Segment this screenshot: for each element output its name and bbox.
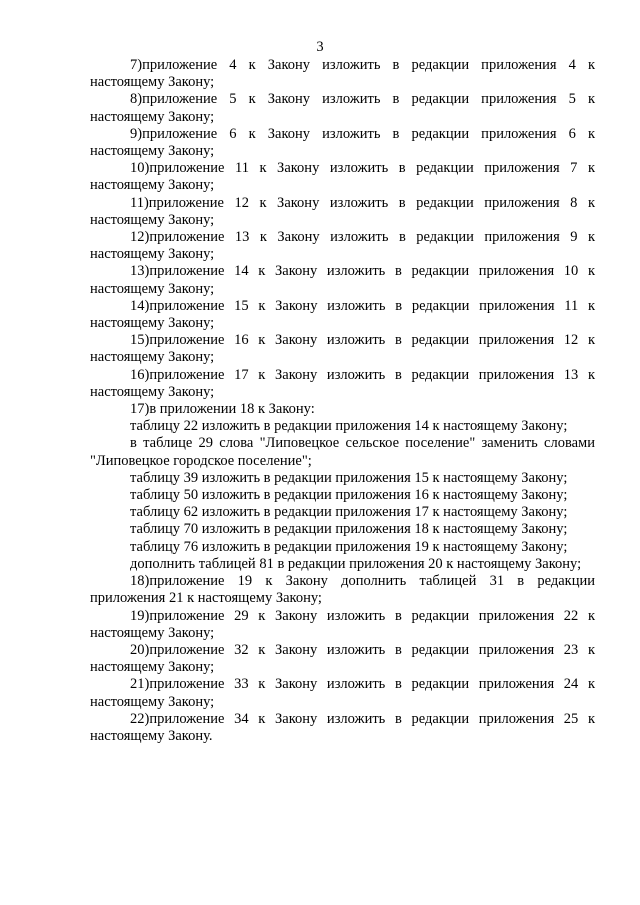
paragraph: 14)приложение 15 к Закону изложить в редакции приложения 11 к настоящему Закону; xyxy=(90,297,595,332)
paragraph: в таблице 29 слова "Липовецкое сельское поселение" заменить словами "Липовецкое городское поселение"; xyxy=(90,435,595,469)
paragraph: 9)приложение 6 к Закону изложить в редакции приложения 6 к настоящему Закону; xyxy=(90,125,595,160)
paragraph: 15)приложение 16 к Закону изложить в редакции приложения 12 к настоящему Закону; xyxy=(90,332,595,366)
paragraph: 7)приложение 4 к Закону изложить в редакции приложения 4 к настоящему Закону; xyxy=(90,57,595,91)
paragraph: 21)приложение 33 к Закону изложить в редакции приложения 24 к настоящему Закону; xyxy=(90,676,595,710)
paragraph: таблицу 50 изложить в редакции приложения 16 к настоящему Закону; xyxy=(130,487,568,504)
paragraph: таблицу 70 изложить в редакции приложения 18 к настоящему Закону; xyxy=(130,521,568,538)
paragraph: таблицу 39 изложить в редакции приложения 15 к настоящему Закону; xyxy=(130,469,568,486)
page-number: 3 xyxy=(316,39,324,55)
paragraph: 12)приложение 13 к Закону изложить в редакции приложения 9 к настоящему Закону; xyxy=(90,229,595,263)
paragraph: 22)приложение 34 к Закону изложить в редакции приложения 25 к настоящему Закону. xyxy=(90,710,595,744)
document-body xyxy=(90,57,595,745)
paragraph: 20)приложение 32 к Закону изложить в редакции приложения 23 к настоящему Закону; xyxy=(90,641,595,676)
paragraph: 10)приложение 11 к Закону изложить в редакции приложения 7 к настоящему Закону; xyxy=(90,160,595,194)
paragraph: 19)приложение 29 к Закону изложить в редакции приложения 22 к настоящему Закону; xyxy=(90,607,595,641)
paragraph: таблицу 22 изложить в редакции приложения 14 к настоящему Закону; xyxy=(130,418,568,435)
paragraph: дополнить таблицей 81 в редакции приложения 20 к настоящему Закону; xyxy=(130,555,582,572)
paragraph: 17)в приложении 18 к Закону: xyxy=(130,401,315,418)
paragraph: таблицу 62 изложить в редакции приложения 17 к настоящему Закону; xyxy=(130,504,568,521)
paragraph: 18)приложение 19 к Закону дополнить таблицей 31 в редакции приложения 21 к настоящему Закону; xyxy=(90,573,595,607)
paragraph: 11)приложение 12 к Закону изложить в редакции приложения 8 к настоящему Закону; xyxy=(90,194,595,228)
paragraph: 8)приложение 5 к Закону изложить в редакции приложения 5 к настоящему Закону; xyxy=(90,91,595,125)
paragraph: таблицу 76 изложить в редакции приложения 19 к настоящему Закону; xyxy=(130,538,568,555)
paragraph: 16)приложение 17 к Закону изложить в редакции приложения 13 к настоящему Закону; xyxy=(90,366,595,400)
paragraph: 13)приложение 14 к Закону изложить в редакции приложения 10 к настоящему Закону; xyxy=(90,263,595,297)
